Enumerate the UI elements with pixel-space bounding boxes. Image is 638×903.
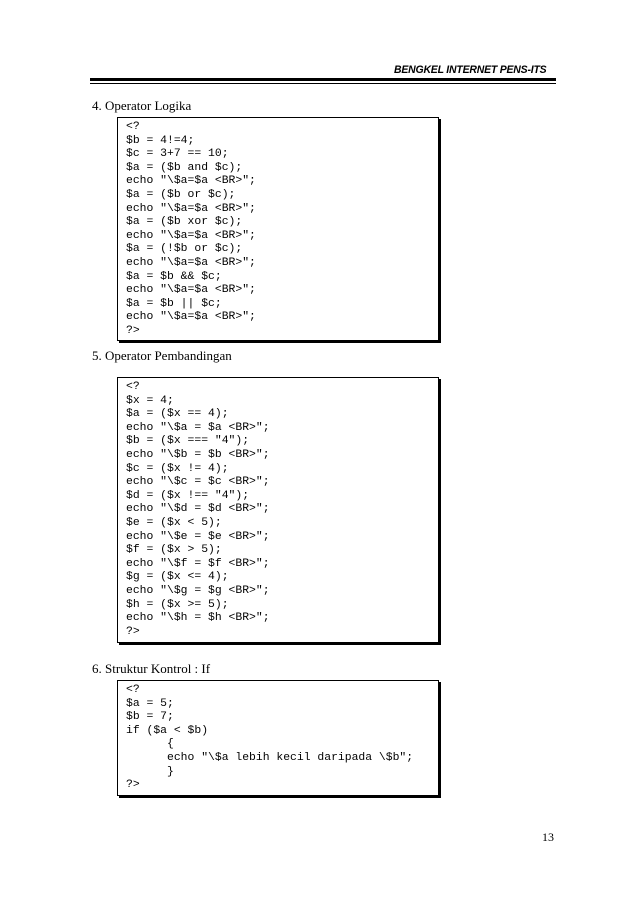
code-line: if ($a < $b) bbox=[126, 724, 209, 737]
code-line: $a = $b && $c; bbox=[126, 270, 222, 283]
code-line: echo "\$c = $c <BR>"; bbox=[126, 476, 270, 489]
code-line: echo "\$f = $f <BR>"; bbox=[126, 557, 270, 570]
code-line: $d = ($x !== "4"); bbox=[126, 489, 250, 502]
code-line: $b = ($x === "4"); bbox=[126, 435, 250, 448]
code-line: $a = ($b xor $c); bbox=[126, 216, 243, 229]
code-line: echo "\$a = $a <BR>"; bbox=[126, 421, 270, 434]
code-line: echo "\$a=$a <BR>"; bbox=[126, 284, 256, 297]
code-line: } bbox=[126, 765, 174, 778]
code-line: $b = 4!=4; bbox=[126, 134, 195, 147]
code-line: echo "\$g = $g <BR>"; bbox=[126, 584, 270, 597]
code-block-operator-logika bbox=[117, 117, 439, 341]
code-line: $c = 3+7 == 10; bbox=[126, 148, 229, 161]
code-line: $e = ($x < 5); bbox=[126, 516, 222, 529]
code-line: $x = 4; bbox=[126, 394, 174, 407]
header-title: BENGKEL INTERNET PENS-ITS bbox=[393, 64, 546, 76]
code-line: <? bbox=[126, 381, 140, 393]
section-heading-operator-pembandingan: 5. Operator Pembandingan bbox=[92, 348, 232, 363]
code-line: $a = (!$b or $c); bbox=[126, 243, 243, 256]
code-line: $a = ($b and $c); bbox=[126, 161, 243, 174]
code-line: echo "\$b = $b <BR>"; bbox=[126, 448, 270, 461]
code-line: { bbox=[126, 738, 174, 751]
code-line: $a = $b || $c; bbox=[126, 297, 222, 310]
section-heading-operator-logika: 4. Operator Logika bbox=[92, 98, 192, 113]
code-line: echo "\$h = $h <BR>"; bbox=[126, 612, 270, 625]
code-line: echo "\$a=$a <BR>"; bbox=[126, 229, 256, 242]
code-line: echo "\$d = $d <BR>"; bbox=[126, 503, 270, 516]
section-heading-struktur-kontrol-if: 6. Struktur Kontrol : If bbox=[92, 661, 211, 676]
code-line: echo "\$a=$a <BR>"; bbox=[126, 175, 256, 188]
code-line: $g = ($x <= 4); bbox=[126, 571, 229, 584]
code-block-struktur-kontrol-if bbox=[117, 680, 439, 796]
code-line: ?> bbox=[126, 625, 140, 638]
code-block-operator-pembandingan bbox=[117, 377, 439, 643]
code-line: echo "\$a=$a <BR>"; bbox=[126, 202, 256, 215]
code-line: $h = ($x >= 5); bbox=[126, 598, 229, 611]
code-line: ?> bbox=[126, 324, 140, 337]
code-line: $a = ($x == 4); bbox=[126, 408, 229, 421]
header-rule-thin bbox=[90, 83, 556, 84]
code-line: echo "\$a lebih kecil daripada \$b"; bbox=[126, 751, 414, 764]
code-line: echo "\$e = $e <BR>"; bbox=[126, 530, 270, 543]
code-line: $f = ($x > 5); bbox=[126, 544, 222, 557]
code-line: echo "\$a=$a <BR>"; bbox=[126, 311, 256, 324]
page-number: 13 bbox=[542, 830, 554, 844]
code-line: <? bbox=[126, 121, 140, 133]
code-line: ?> bbox=[126, 779, 140, 792]
code-line: $b = 7; bbox=[126, 711, 174, 724]
code-line: <? bbox=[126, 684, 140, 696]
code-line: $a = ($b or $c); bbox=[126, 188, 236, 201]
code-line: echo "\$a=$a <BR>"; bbox=[126, 256, 256, 269]
code-line: $a = 5; bbox=[126, 697, 174, 710]
code-line: $c = ($x != 4); bbox=[126, 462, 229, 475]
header-rule-thick bbox=[90, 78, 556, 81]
